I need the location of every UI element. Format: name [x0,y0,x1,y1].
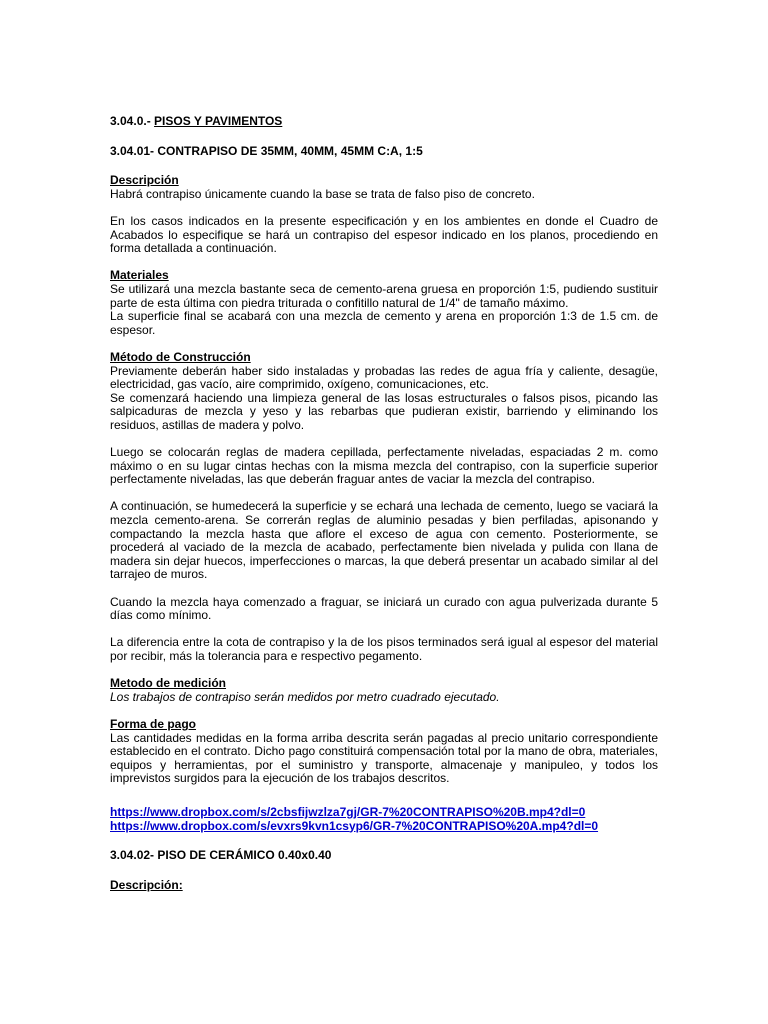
video-links [110,806,658,833]
descripcion-paragraph-2: En los casos indicados en la presente especificación y en los ambientes en donde el Cuadro de Acabados lo especifique se hará un contrapiso del espesor indicado en los planos, procediendo en forma detallada a continuación. [110,213,658,256]
metodo-paragraph-5: Cuando la mezcla haya comenzado a fraguar, se iniciará un curado con agua pulverizada durante 5 días como mínimo. [110,594,658,623]
materiales-title: Materiales [110,268,169,283]
metodo-paragraph-4: A continuación, se humedecerá la superficie y se echará una lechada de cemento, luego se vaciará la mezcla cemento-arena. Se correrán reglas de aluminio pesadas y bien perfiladas, apisonando y compactando la mezcla hasta que aflore el exceso de agua con cemento. Posteriormente, se procederá al vaciado de la mezcla de acabado, perfectamente bien nivelada y pulida con llana de madera sin dejar huecos, imperfecciones o marcas, la que deberá presentar un acabado similar al del tarrajeo de muros. [110,499,658,582]
subsection-heading-contrapiso: 3.04.01- CONTRAPISO DE 35MM, 40MM, 45MM C:A, 1:5 [110,143,423,158]
forma-pago-title: Forma de pago [110,716,197,731]
metodo-paragraph-2: Se comenzará haciendo una limpieza general de las losas estructurales o falsos pisos, picando las salpicaduras de mezcla y yeso y las rebarbas que pudieran existir, barriendo y eliminando los residuos, astillas de madera y polvo. [110,390,658,432]
materiales-paragraph-1: Se utilizará una mezcla bastante seca de cemento-arena gruesa en proporción 1:5, pudiendo sustituir parte de esta última con piedra triturada o confitillo natural de 1/4" de tamaño máximo. [110,281,658,310]
document-page [110,115,658,892]
video-link-contrapiso-b[interactable]: https://www.dropbox.com/s/2cbsfijwzlza7gj/GR-7%20CONTRAPISO%20B.mp4?dl=0 [110,804,586,819]
metodo-paragraph-1: Previamente deberán haber sido instaladas y probadas las redes de agua fría y caliente, desagüe, electricidad, gas vacío, aire comprimido, oxígeno, comunicaciones, etc. [110,363,658,392]
video-link-contrapiso-a[interactable]: https://www.dropbox.com/s/evxrs9kvn1csyp6/GR-7%20CONTRAPISO%20A.mp4?dl=0 [110,818,599,833]
materiales-paragraph-2: La superficie final se acabará con una mezcla de cemento y arena en proporción 1:3 de 1.5 cm. de espesor. [110,309,658,337]
descripcion-title-ceramico: Descripción: [110,877,183,892]
metodo-paragraph-3: Luego se colocarán reglas de madera cepillada, perfectamente niveladas, espaciadas 2 m. como máximo o en su lugar cintas hechas con la misma mezcla del contrapiso, con la superficie superior perfectamente niveladas, las que deberán fraguar antes de vaciar la mezcla del contrapiso. [110,445,658,487]
metodo-medicion-title: Metodo de medición [110,676,227,691]
descripcion-title: Descripción [110,173,179,188]
descripcion-paragraph-1: Habrá contrapiso únicamente cuando la base se trata de falso piso de concreto. [110,186,535,201]
metodo-construccion-title: Método de Construcción [110,349,251,364]
section-number: 3.04.0.- [110,114,151,128]
section-title: PISOS Y PAVIMENTOS [154,114,283,128]
medicion-paragraph: Los trabajos de contrapiso serán medidos por metro cuadrado ejecutado. [110,689,500,704]
metodo-paragraph-6: La diferencia entre la cota de contrapiso y la de los pisos terminados será igual al espesor del material por recibir, más la tolerancia para e respectivo pegamento. [110,635,658,663]
section-heading [110,115,658,129]
forma-pago-paragraph: Las cantidades medidas en la forma arriba descrita serán pagadas al precio unitario correspondiente establecido en el contrato. Dicho pago constituirá compensación total por la mano de obra, materiales, equipos y herramientas, por el suministro y transporte, almacenaje y manipuleo, y todos los imprevistos surgidos para la ejecución de los trabajos descritos. [110,730,658,786]
subsection-heading-ceramico: 3.04.02- PISO DE CERÁMICO 0.40x0.40 [110,848,332,863]
